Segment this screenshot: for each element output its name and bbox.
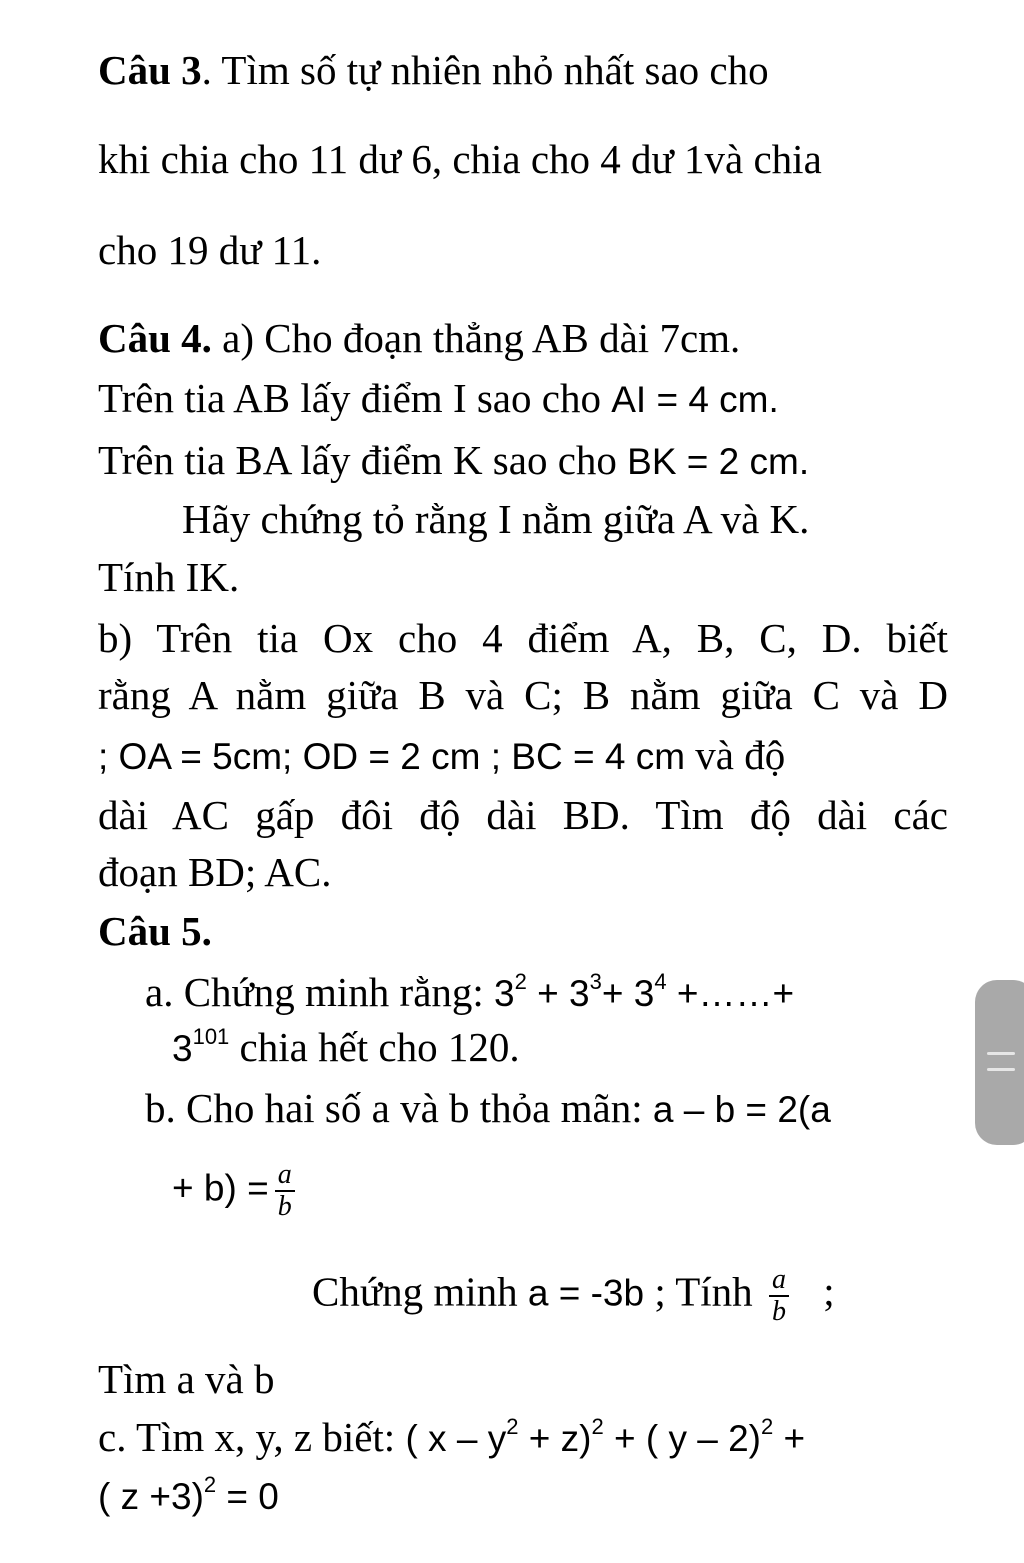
q5-label-line [98,906,212,956]
fraction-a-over-b: $\frac{a}{b}$ [275,1160,295,1222]
q5-a-line1: a. Chứng minh rằng: $3^2 + 3^3+ 3^4$ +……+ [145,969,795,1015]
q5-c-line2: ( z +3)$^2$ = 0 [98,1472,279,1517]
q4-line3: Trên tia BA lấy điểm K sao cho BK = 2 cm. [98,437,810,483]
scroll-handle[interactable] [975,980,1024,1145]
q5-a-line2: $3^{101}$ chia hết cho 120. [172,1024,520,1070]
grip-line-icon [987,1052,1015,1055]
q5-b-line2: + b) = $\frac{a}{b}$ [172,1160,301,1222]
q4-line5: Tính IK. [98,554,240,600]
q4-line1: Câu 4. a) Cho đoạn thẳng AB dài 7cm. [98,315,741,361]
grip-line-icon [987,1068,1015,1071]
q5-label: Câu 5. [98,908,212,954]
q4-b-line5: đoạn BD; AC. [98,849,332,895]
q3-line2: khi chia cho 11 dư 6, chia cho 4 dư 1và chia [98,136,822,182]
q4-b-line1: b) Trên tia Ox cho 4 điểm A, B, C, D. biết [98,615,948,661]
fraction-a-over-b-2: $\frac{a}{b}$ [769,1265,789,1327]
q4-b-line3: ; OA = 5cm; OD = 2 cm ; BC = 4 cm và độ [98,732,786,778]
q4-line2: Trên tia AB lấy điểm I sao cho AI = 4 cm. [98,375,779,421]
q3-label: Câu 3 [98,47,202,93]
q3-line3: cho 19 dư 11. [98,227,322,273]
q5-b-line1: b. Cho hai số a và b thỏa mãn: a – b = 2(a [145,1085,831,1131]
q4-label: Câu 4. [98,315,212,361]
q4-b-line2: rằng A nằm giữa B và C; B nằm giữa C và D [98,672,948,718]
q4-line4: Hãy chứng tỏ rằng I nằm giữa A và K. [182,496,810,542]
q4-b-line4: dài AC gấp đôi độ dài BD. Tìm độ dài các [98,792,948,838]
q3-line1: Câu 3. Tìm số tự nhiên nhỏ nhất sao cho [98,47,769,93]
q5-b-line4: Tìm a và b [98,1356,275,1402]
q5-c-line1: c. Tìm x, y, z biết: ( $x - y^2 + z)^2$ + ( y – 2)$^2$ + [98,1414,806,1460]
q5-b-line3: Chứng minh a = -3b ; Tính $\frac{a}{b}$ ; [312,1264,835,1327]
